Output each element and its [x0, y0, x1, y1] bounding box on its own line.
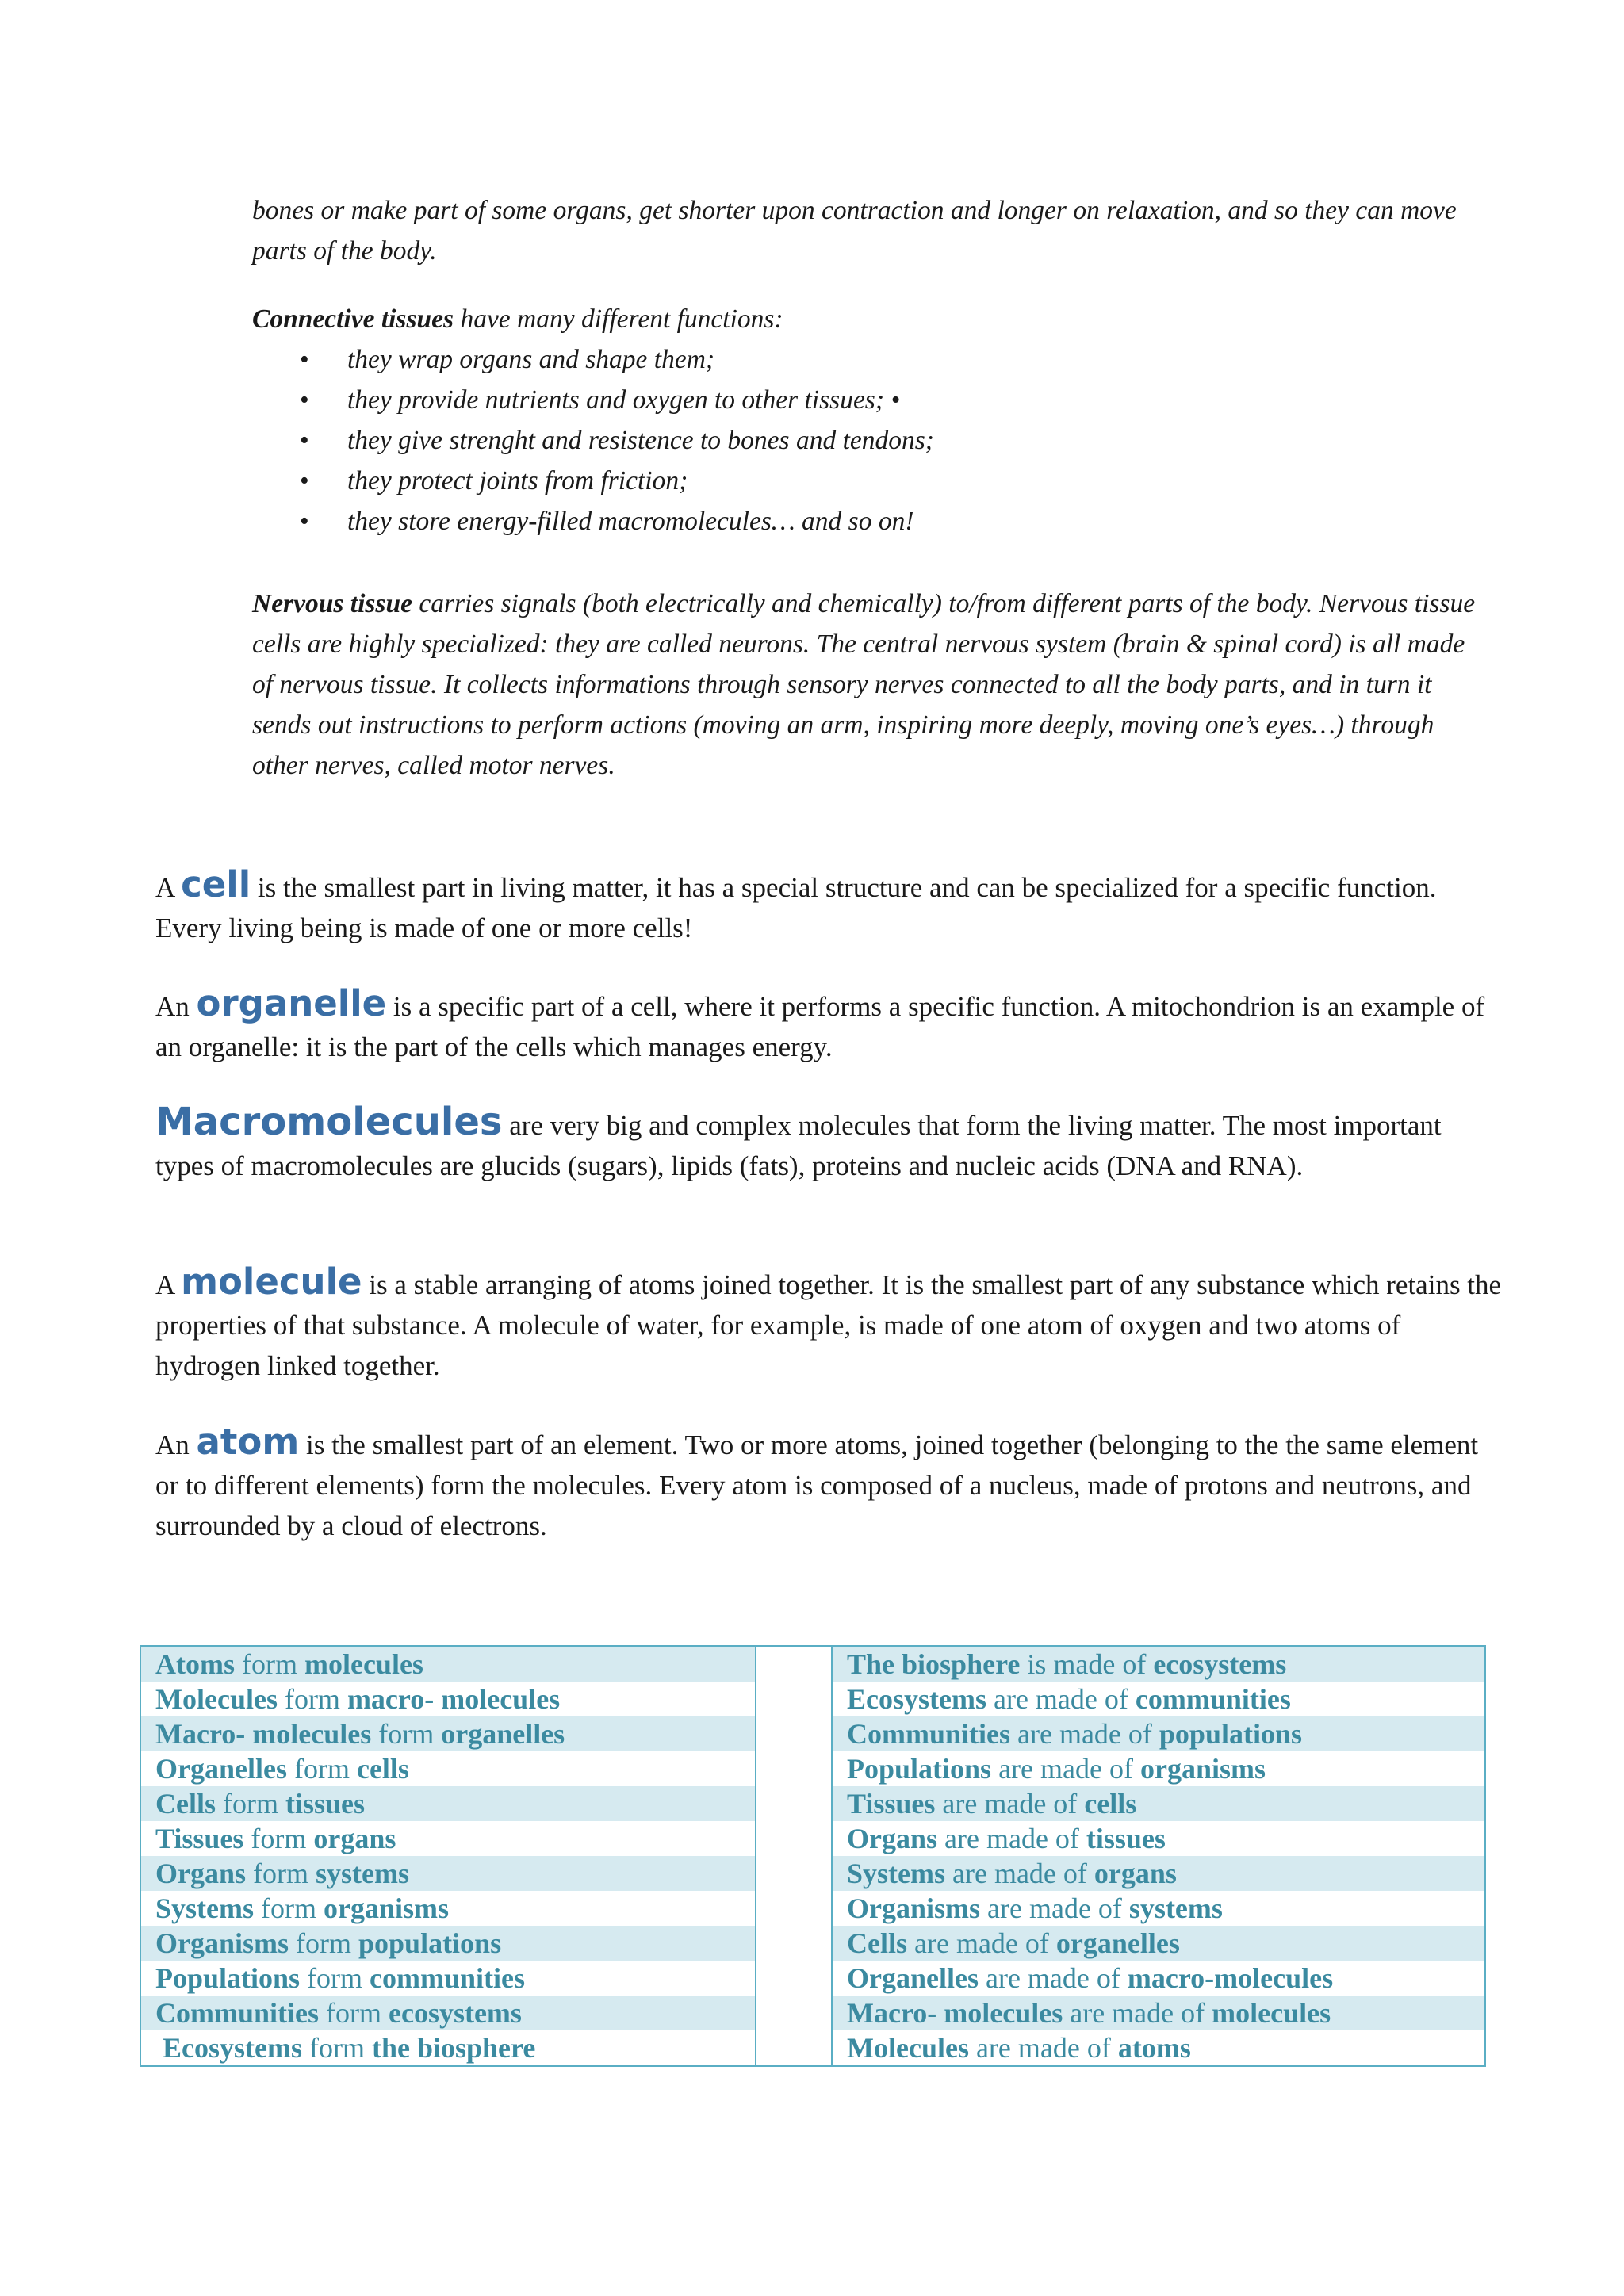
table-row — [140, 1751, 1485, 1786]
nervous-paragraph — [252, 584, 1489, 786]
made-of-cell — [832, 1646, 1485, 1682]
macromolecules-text: are very big and complex molecules that form the living matter. The most important types of macromolecules are glucids (sugars), lipids (fats), proteins and nucleic acids (DNA and RNA). — [155, 1110, 1442, 1181]
cell-definition — [155, 864, 1503, 948]
relation-text: form — [246, 1858, 316, 1889]
spacer-cell — [756, 1821, 832, 1856]
relation-text: form — [371, 1718, 442, 1750]
relation-text: are made of — [907, 1927, 1056, 1959]
subject-term: Organisms — [155, 1927, 289, 1959]
nervous-section — [252, 584, 1489, 786]
object-term: communities — [1135, 1683, 1291, 1715]
table-row — [140, 1856, 1485, 1891]
spacer-cell — [756, 1682, 832, 1716]
subject-term: Organisms — [847, 1892, 981, 1924]
forms-cell — [140, 1786, 756, 1821]
table-row — [140, 1786, 1485, 1821]
table-row — [140, 1926, 1485, 1961]
object-term: organs — [1094, 1858, 1177, 1889]
subject-term: Molecules — [155, 1683, 278, 1715]
object-term: organisms — [1139, 1753, 1266, 1785]
relation-text: form — [301, 2032, 372, 2064]
organelle-text: is a specific part of a cell, where it performs a specific function. A mitochondrion is an example of an organelle: it is the part of the cells which manages energy. — [155, 991, 1485, 1062]
relation-text: are made of — [980, 1892, 1129, 1924]
spacer-cell — [756, 1716, 832, 1751]
spacer-cell — [756, 1856, 832, 1891]
made-of-cell — [832, 1786, 1485, 1821]
made-of-cell — [832, 1821, 1485, 1856]
forms-cell — [140, 1961, 756, 1996]
forms-cell — [140, 1751, 756, 1786]
subject-term: Systems — [847, 1858, 945, 1889]
relation-text: form — [216, 1788, 285, 1820]
relation-text: form — [254, 1892, 324, 1924]
made-of-cell — [832, 1961, 1485, 1996]
relation-text: form — [289, 1927, 358, 1959]
subject-term: The biosphere — [847, 1648, 1021, 1680]
subject-term: Ecosystems — [155, 2032, 302, 2064]
subject-term: Molecules — [847, 2032, 969, 2064]
atom-prefix: An — [155, 1429, 197, 1460]
subject-term: Organs — [155, 1858, 247, 1889]
relation-text: are made of — [991, 1753, 1140, 1785]
relation-text: are made of — [1063, 1997, 1212, 2029]
connective-functions-list — [252, 339, 1489, 541]
object-term: communities — [370, 1962, 526, 1994]
molecule-definition — [155, 1261, 1503, 1386]
table-row — [140, 1682, 1485, 1716]
forms-cell — [140, 1856, 756, 1891]
table-row — [140, 1961, 1485, 1996]
relation-text: form — [286, 1753, 357, 1785]
made-of-cell — [832, 1682, 1485, 1716]
list-item: • they protect joints from friction; — [252, 461, 1489, 501]
cell-term: cell — [181, 863, 251, 905]
spacer-cell — [756, 1961, 832, 1996]
list-item: • they provide nutrients and oxygen to other tissues; • — [252, 380, 1489, 420]
cell-text: is the smallest part in living matter, it has a special structure and can be specialized for a specific function. Every living being is made of one or more cells! — [155, 872, 1437, 943]
object-term: populations — [358, 1927, 502, 1959]
spacer-cell — [756, 2030, 832, 2066]
object-term: cells — [1084, 1788, 1137, 1820]
organization-levels-table — [140, 1645, 1486, 2067]
subject-term: Macro- molecules — [847, 1997, 1063, 2029]
made-of-cell — [832, 1996, 1485, 2030]
spacer-cell — [756, 1926, 832, 1961]
object-term: macro-molecules — [1127, 1962, 1334, 1994]
spacer-cell — [756, 1646, 832, 1682]
relation-text: are made of — [968, 2032, 1118, 2064]
macromolecules-term: Macromolecules — [155, 1100, 503, 1144]
table-row — [140, 1996, 1485, 2030]
made-of-cell — [832, 1856, 1485, 1891]
forms-cell — [140, 1996, 756, 2030]
subject-term: Atoms — [155, 1648, 235, 1680]
forms-cell — [140, 1716, 756, 1751]
forms-cell — [140, 1891, 756, 1926]
object-term: the biosphere — [371, 2032, 536, 2064]
atom-term: atom — [196, 1421, 300, 1463]
object-term: tissues — [285, 1788, 366, 1820]
table-row — [140, 2030, 1485, 2066]
object-term: ecosystems — [1153, 1648, 1287, 1680]
object-term: macro- molecules — [347, 1683, 561, 1715]
connective-text: have many different functions: — [454, 304, 783, 334]
muscle-paragraph — [252, 190, 1489, 271]
subject-term: Populations — [847, 1753, 992, 1785]
molecule-text: is a stable arranging of atoms joined together. It is the smallest part of any substance which retains the properties of that substance. A molecule of water, for example, is made of one atom of oxygen and two atoms of hydrogen linked together. — [155, 1269, 1502, 1381]
object-term: ecosystems — [388, 1997, 522, 2029]
subject-term: Macro- molecules — [155, 1718, 372, 1750]
connective-term: Connective tissues — [252, 304, 454, 334]
relation-text: are made of — [986, 1683, 1136, 1715]
molecule-term: molecule — [181, 1261, 362, 1303]
nervous-term: Nervous tissue — [252, 589, 412, 618]
organelle-prefix: An — [155, 991, 197, 1022]
subject-term: Tissues — [847, 1788, 936, 1820]
object-term: populations — [1159, 1718, 1302, 1750]
relation-text: are made of — [935, 1788, 1085, 1820]
table-row — [140, 1891, 1485, 1926]
forms-cell — [140, 1682, 756, 1716]
relation-text: form — [300, 1962, 370, 1994]
relation-text: form — [234, 1648, 304, 1680]
subject-term: Systems — [155, 1892, 254, 1924]
object-term: organisms — [323, 1892, 449, 1924]
relation-text: form — [243, 1823, 314, 1854]
object-term: cells — [356, 1753, 409, 1785]
table-row — [140, 1716, 1485, 1751]
object-term: systems — [1128, 1892, 1223, 1924]
object-term: molecules — [1212, 1997, 1331, 2029]
object-term: organelles — [1055, 1927, 1180, 1959]
object-term: atoms — [1117, 2032, 1191, 2064]
subject-term: Cells — [155, 1788, 216, 1820]
made-of-cell — [832, 1751, 1485, 1786]
muscle-text: bones or make part of some organs, get shorter upon contraction and longer on relaxation, and so they can move parts of the body. — [252, 196, 1457, 266]
object-term: organs — [313, 1823, 396, 1854]
made-of-cell — [832, 1926, 1485, 1961]
cell-prefix: A — [155, 872, 182, 903]
forms-cell — [140, 2030, 756, 2066]
subject-term: Organelles — [847, 1962, 979, 1994]
object-term: organelles — [441, 1718, 565, 1750]
macromolecules-definition — [155, 1102, 1503, 1186]
list-item: • they wrap organs and shape them; — [252, 339, 1489, 380]
made-of-cell — [832, 2030, 1485, 2066]
forms-cell — [140, 1646, 756, 1682]
table-row — [140, 1646, 1485, 1682]
molecule-prefix: A — [155, 1269, 182, 1300]
list-item: • they store energy-filled macromolecules… and so on! — [252, 501, 1489, 541]
made-of-cell — [832, 1891, 1485, 1926]
object-term: molecules — [304, 1648, 423, 1680]
subject-term: Organelles — [155, 1753, 287, 1785]
subject-term: Organs — [847, 1823, 938, 1854]
list-item: • they give strenght and resistence to bones and tendons; — [252, 420, 1489, 461]
spacer-cell — [756, 1751, 832, 1786]
subject-term: Populations — [155, 1962, 301, 1994]
object-term: systems — [316, 1858, 409, 1889]
subject-term: Communities — [155, 1997, 319, 2029]
connective-section — [252, 299, 1489, 541]
subject-term: Tissues — [155, 1823, 244, 1854]
spacer-cell — [756, 1996, 832, 2030]
spacer-cell — [756, 1891, 832, 1926]
forms-cell — [140, 1821, 756, 1856]
relation-text: form — [319, 1997, 389, 2029]
subject-term: Ecosystems — [847, 1683, 986, 1715]
connective-paragraph — [252, 299, 1489, 339]
made-of-cell — [832, 1716, 1485, 1751]
object-term: tissues — [1086, 1823, 1166, 1854]
atom-text: is the smallest part of an element. Two or more atoms, joined together (belonging to the the same element or to different elements) form the molecules. Every atom is composed of a nucleus, made of protons and neutrons, and surrounded by a cloud of electrons. — [155, 1429, 1479, 1541]
forms-cell — [140, 1926, 756, 1961]
relation-text: is made of — [1020, 1648, 1154, 1680]
subject-term: Cells — [847, 1927, 907, 1959]
relation-text: are made of — [945, 1858, 1094, 1889]
relation-text: are made of — [978, 1962, 1128, 1994]
organelle-definition — [155, 983, 1503, 1067]
relation-text: are made of — [937, 1823, 1086, 1854]
spacer-cell — [756, 1786, 832, 1821]
subject-term: Communities — [847, 1718, 1010, 1750]
nervous-text: carries signals (both electrically and chemically) to/from different parts of the body. Nervous tissue cells are highly specialized: they are called neurons. The central nervous system (brain & spinal cord) is all made of nervous tissue. It collects informations through sensory nerves connected to all the body parts, and in turn it sends out instructions to perform actions (moving an arm, inspiring more deeply, moving one’s eyes…) through other nerves, called motor nerves. — [252, 589, 1476, 780]
relation-text: form — [277, 1683, 347, 1715]
table-row — [140, 1821, 1485, 1856]
relation-text: are made of — [1010, 1718, 1159, 1750]
organelle-term: organelle — [196, 982, 387, 1024]
atom-definition — [155, 1422, 1503, 1546]
